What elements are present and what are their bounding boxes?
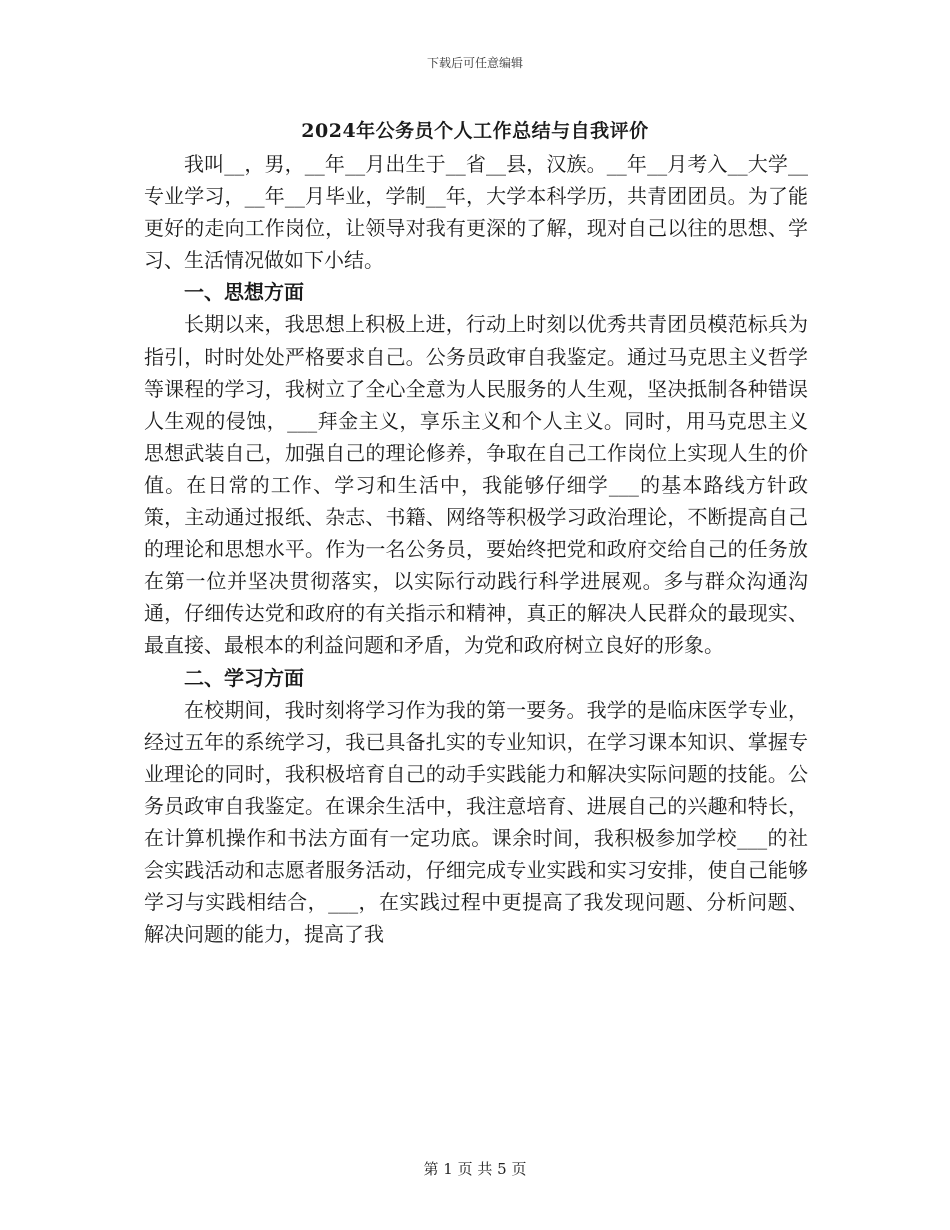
page-number: 第 1 页 共 5 页 — [423, 1160, 527, 1178]
page-header-note: 下载后可任意编辑 — [426, 56, 523, 70]
document-body — [144, 148, 808, 950]
section-heading-study: 二、学习方面 — [184, 665, 304, 690]
intro-paragraph: 我叫__，男，__年__月出生于__省__县，汉族。__年__月考入__大学__专业学习，__年__月毕业，学制__年，大学本科学历，共青团团员。为了能更好的走向工作岗位，让领导对我有更深的了解，现对自己以往的思想、学习、生活情况做如下小结。 — [144, 152, 808, 273]
section-paragraph-thought: 长期以来，我思想上积极上进，行动上时刻以优秀共青团员模范标兵为指引，时时处处严格要求自己。公务员政审自我鉴定。通过马克思主义哲学等课程的学习，我树立了全心全意为人民服务的人生观，坚决抵制各种错误人生观的侵蚀，___拜金主义，享乐主义和个人主义。同时，用马克思主义思想武装自己，加强自己的理论修养，争取在自己工作岗位上实现人生的价值。在日常的工作、学习和生活中，我能够仔细学___的基本路线方针政策，主动通过报纸、杂志、书籍、网络等积极学习政治理论，不断提高自己的理论和思想水平。作为一名公务员，要始终把党和政府交给自己的任务放在第一位并坚决贯彻落实，以实际行动践行科学进展观。多与群众沟通沟通，仔细传达党和政府的有关指示和精神，真正的解决人民群众的最现实、最直接、最根本的利益问题和矛盾，为党和政府树立良好的形象。 — [144, 312, 808, 658]
section-paragraph-study: 在校期间，我时刻将学习作为我的第一要务。我学的是临床医学专业，经过五年的系统学习，我已具备扎实的专业知识，在学习课本知识、掌握专业理论的同时，我积极培育自己的动手实践能力和解决实际问题的技能。公务员政审自我鉴定。在课余生活中，我注意培育、进展自己的兴趣和特长，在计算机操作和书法方面有一定功底。课余时间，我积极参加学校___的社会实践活动和志愿者服务活动，仔细完成专业实践和实习安排，使自己能够学习与实践相结合，___，在实践过程中更提高了我发现问题、分析问题、解决问题的能力，提高了我 — [144, 697, 808, 947]
section-heading-thought: 一、思想方面 — [184, 280, 304, 305]
document-title: 2024年公务员个人工作总结与自我评价 — [301, 120, 649, 142]
